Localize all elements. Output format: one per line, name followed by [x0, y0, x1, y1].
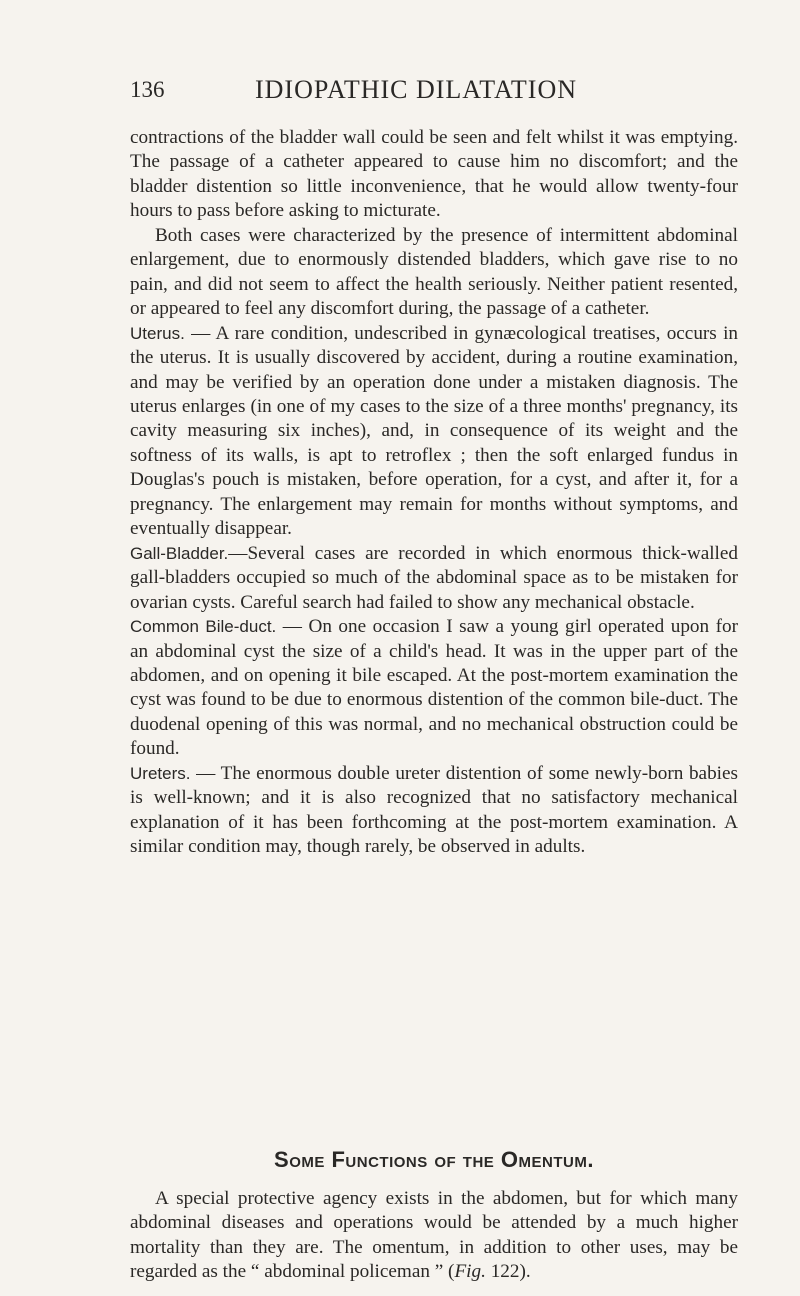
- paragraph-bladder-continued: [130, 126, 738, 224]
- paragraph-text: A special protective agency exists in the abdomen, but for which many abdominal diseases and operations would be attended by a much higher mortality than they are. The omentum, in addition to other uses, may be regarded as the “ abdominal policeman ” (: [130, 1188, 738, 1283]
- paragraph-text: Both cases were characterized by the presence of intermittent abdominal enlargement, due to enormously distended bladders, which gave rise to no pain, and did not seem to affect the health seriously. Neither patient resented, or appeared to feel any discomfort during, the passage of a catheter.: [130, 224, 738, 320]
- body-text: [130, 126, 738, 860]
- section-heading: Some Functions of the Omentum.: [274, 1147, 594, 1172]
- paragraph-gall-bladder: [130, 542, 738, 615]
- paragraph-ureters: [130, 762, 738, 860]
- paragraph-common-bile-duct: [130, 615, 738, 762]
- run-in-heading-gall-bladder: Gall-Bladder.: [130, 543, 229, 563]
- paragraph-uterus: [130, 322, 738, 542]
- section-text: [130, 1187, 738, 1285]
- paragraph-text: —Several cases are recorded in which enormous thick-walled gall-bladders occupied so much of the abdominal space as to be mistaken for ovarian cysts. Careful search had failed to show any mechanical obstacle.: [130, 542, 738, 613]
- paragraph-text: contractions of the bladder wall could be seen and felt whilst it was emptying. The passage of a catheter appeared to cause him no discomfort; and the bladder distention so little inconvenience, that he would allow twenty-four hours to pass before asking to micturate.: [130, 127, 738, 222]
- paragraph-text: — On one occasion I saw a young girl operated upon for an abdominal cyst the size of a child's head. It was in the upper part of the abdomen, and on opening it bile escaped. At the post-mortem examination the cyst was found to be due to enormous distention of the common bile-duct. The duodenal opening of this was normal, and no mechanical obstruction could be found.: [130, 616, 738, 760]
- paragraph-text: — The enormous double ureter distention of some newly-born babies is well-known; and it is also recognized that no satisfactory mechanical explanation of it has been forthcoming at the post-mortem examination. A similar condition may, though rarely, be observed in adults.: [130, 762, 738, 858]
- figure-reference: Fig.: [454, 1261, 486, 1283]
- run-in-heading-ureters: Ureters.: [130, 763, 191, 783]
- running-title: IDIOPATHIC DILATATION: [255, 75, 577, 104]
- run-in-heading-uterus: Uterus.: [130, 323, 185, 343]
- page-number: 136: [130, 77, 165, 102]
- paragraph-text: — A rare condition, undescribed in gynæcological treatises, occurs in the uterus. It is usually discovered by accident, during a routine examination, and may be verified by an operation done under a mistaken diagnosis. The uterus enlarges (in one of my cases to the size of a three months' pregnancy, its cavity measuring six inches), and, in consequence of its weight and the softness of its walls, is apt to retroflex ; then the soft enlarged fundus in Douglas's pouch is mistaken, before operation, for a cyst, and after it, for a pregnancy. The enlargement may remain for months without symptoms, and eventually disappear.: [130, 322, 738, 540]
- paragraph-both-cases: [130, 224, 738, 322]
- run-in-heading-common-bile-duct: Common Bile-duct.: [130, 617, 277, 637]
- page-header: [130, 77, 730, 111]
- paragraph-text-end: 122).: [485, 1261, 531, 1283]
- paragraph-omentum: [130, 1187, 738, 1285]
